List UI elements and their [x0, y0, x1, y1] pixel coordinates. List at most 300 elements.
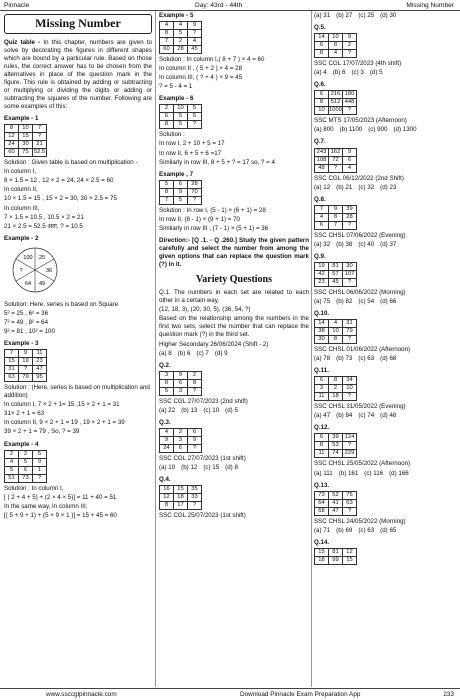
option[interactable]: (d) 5 — [369, 69, 383, 77]
option[interactable]: (c) 32 — [358, 183, 375, 191]
question-number: Q.6. — [314, 81, 326, 89]
table-cell: 12 — [160, 494, 174, 502]
table-cell: 75 — [19, 149, 33, 157]
table-cell: 2 — [174, 38, 188, 46]
table-cell: 28 — [343, 213, 357, 221]
table-cell: 18 — [174, 494, 188, 502]
table-cell: 47 — [329, 507, 343, 515]
option[interactable]: (a) 32 — [314, 240, 331, 248]
options — [159, 350, 309, 358]
option[interactable]: (a) 12 — [314, 183, 331, 191]
option[interactable]: (c) 15 — [203, 463, 220, 471]
puzzle-table — [314, 90, 357, 115]
option[interactable]: (a) 4 — [314, 69, 327, 77]
puzzle-table — [314, 262, 357, 287]
column-3 — [314, 12, 456, 567]
options — [314, 69, 456, 77]
table-cell: 6 — [174, 379, 188, 387]
option[interactable]: (d) 48 — [380, 412, 397, 420]
option[interactable]: (d) 9 — [214, 349, 228, 357]
solution-line: In column III, ( ? + 4 ) × 9 = 45 — [159, 74, 243, 82]
table-cell: 18 — [315, 556, 329, 564]
table-cell: 10 — [315, 107, 329, 115]
table-cell: 8 — [160, 188, 174, 196]
table-cell: 9 — [188, 436, 202, 444]
option[interactable]: (b) 38 — [336, 240, 353, 248]
intro-paragraph: Quiz table - In this chapter, numbers are given to solve by decorating the figures in different shapes which are bound by a particular rule. Based on those rules, the correct answer has to be chosen from the alternatives in place of the question mark in the figure. This rule is obtained by adding or subtracting or multiplying or dividing the digits or adding or subtracting the squares of the number. Following are some examples of this: — [4, 38, 152, 111]
option[interactable]: (b) 12 — [181, 463, 198, 471]
solution-line: Solution: Here, series is based on Square — [4, 300, 119, 308]
example-heading: Example - 4 — [4, 440, 39, 448]
app-promo: Download Pinnacle Exam Preparation App — [240, 691, 361, 698]
table-cell: 34 — [343, 377, 357, 385]
puzzle-table — [159, 428, 202, 453]
table-cell: 8 — [5, 125, 19, 133]
option[interactable]: (a) 75 — [314, 297, 331, 305]
circle-number: 36 — [45, 267, 53, 274]
question-block — [314, 424, 456, 477]
table-cell: 48 — [315, 164, 329, 172]
option[interactable]: (a) 78 — [314, 355, 331, 363]
exam-source: SSC CHSL 07/06/2022 (Evening) — [314, 231, 406, 239]
option[interactable]: (b) 161 — [338, 469, 359, 477]
table-cell: 4 — [329, 320, 343, 328]
example-heading: Example - 6 — [159, 95, 194, 103]
table-cell: 3 — [160, 371, 174, 379]
solution-line: In column I, 7 × 2 + 1= 15 ,15 × 2 + 1 = 31 — [4, 401, 120, 409]
table-cell: 10 — [329, 34, 343, 42]
puzzle-table — [314, 376, 357, 401]
exam-source: SSC CGL 27/07/2023 (2nd shift) — [159, 397, 248, 405]
table-cell: ? — [188, 444, 202, 452]
table-cell: 52 — [329, 491, 343, 499]
circle-number: 100 — [23, 254, 33, 261]
option[interactable]: (a) 8 — [159, 349, 172, 357]
table-cell: 4 — [160, 428, 174, 436]
question-number: Q.11. — [314, 367, 329, 375]
table-cell: 72 — [329, 156, 343, 164]
table-cell: 7 — [5, 350, 19, 358]
question-number: Q.7. — [314, 138, 326, 146]
table-cell: 512 — [329, 99, 343, 107]
table-cell: 30 — [19, 141, 33, 149]
table-cell: 5 — [160, 180, 174, 188]
table-cell: 4 — [188, 38, 202, 46]
table-cell: 23 — [315, 278, 329, 286]
solution-line: 39 × 2 + 1 = 79 , So, ? = 39 — [4, 428, 80, 436]
day-label: Day: 43rd - 44th — [195, 2, 243, 9]
option[interactable]: (a) 31 — [314, 12, 331, 19]
table-cell: 11 — [315, 393, 329, 401]
table-cell: 2 — [19, 450, 33, 458]
table-cell: 5 — [160, 387, 174, 395]
table-cell: ? — [343, 393, 357, 401]
option[interactable]: (b) 73 — [336, 355, 353, 363]
table-cell: 14 — [315, 34, 329, 42]
table-cell: 7 — [315, 205, 329, 213]
table-cell: 7 — [160, 38, 174, 46]
exam-source: SSC MTS 17/05/2023 (Afternoon) — [314, 117, 407, 125]
table-cell: 28 — [174, 46, 188, 54]
option[interactable]: (a) 111 — [314, 469, 333, 477]
table-cell: ? — [188, 387, 202, 395]
option[interactable]: (b) 69 — [336, 526, 353, 534]
option[interactable]: (c) 25 — [358, 12, 375, 19]
option[interactable]: (c) 40 — [358, 240, 375, 248]
options — [314, 412, 456, 420]
solution-line: In column II, 9 × 2 + 1 = 19 , 19 × 2 + 1 = 39 — [4, 419, 125, 427]
table-cell: 2 — [174, 428, 188, 436]
column-divider — [155, 11, 156, 687]
table-cell: 8 — [160, 121, 174, 129]
option[interactable]: (a) 800 — [314, 126, 334, 134]
table-cell: 4 — [174, 22, 188, 30]
option[interactable]: (c) 900 — [368, 126, 388, 134]
table-cell: 8 — [315, 442, 329, 450]
question-number: Q.14. — [314, 538, 330, 546]
table-cell: 52.5 — [33, 149, 46, 156]
option[interactable]: (b) 6 — [177, 349, 191, 357]
option[interactable]: (d) 8 — [225, 463, 238, 471]
option[interactable]: (b) 82 — [336, 297, 353, 305]
solution-line: Similarly in row III , (7 - 1) × (5 + 1) = 36 — [159, 224, 269, 232]
table-cell: 57 — [329, 270, 343, 278]
table-cell: 216 — [329, 91, 343, 99]
option[interactable]: (c) 54 — [358, 297, 375, 305]
table-cell: 53 — [329, 442, 343, 450]
table-cell: 6 — [188, 113, 202, 121]
option[interactable]: (d) 65 — [380, 526, 397, 534]
page-number: 233 — [443, 691, 454, 698]
column-2 — [159, 12, 309, 521]
solution-line: [( 5 + 9 + 1) + (5 × 9 × 1 )] = 15 + 45 = 60 — [4, 511, 117, 519]
table-cell: 9 — [160, 436, 174, 444]
table-cell: 5 — [174, 121, 188, 129]
table-cell: 6 — [174, 444, 188, 452]
option[interactable]: (b) 6 — [332, 69, 346, 77]
example-heading: Example , 7 — [159, 170, 194, 178]
table-cell: 8 — [160, 502, 174, 510]
option[interactable]: (d) 37 — [380, 240, 397, 248]
table-cell: 75 — [343, 491, 357, 499]
option[interactable]: (d) 5 — [225, 406, 238, 414]
table-cell: 79 — [19, 374, 33, 382]
table-cell: ? — [33, 474, 47, 482]
table-cell: 17 — [174, 502, 188, 510]
option[interactable]: (c) 74 — [358, 412, 375, 420]
solution-line: Solution : In column I, — [4, 484, 64, 492]
option[interactable]: (d) 23 — [380, 183, 397, 191]
option[interactable]: (b) 84 — [336, 412, 353, 420]
solution-line: 31× 2 + 1 = 63 — [4, 410, 45, 418]
table-cell: 8 — [329, 42, 343, 50]
table-cell: 6 — [315, 91, 329, 99]
circle-number: 49 — [38, 280, 46, 287]
table-cell: 162 — [329, 148, 343, 156]
table-cell: 10 — [174, 105, 188, 113]
table-cell: 35 — [188, 486, 202, 494]
table-cell: 31 — [5, 366, 19, 374]
solution-line: 7 × 1.5 = 10.5 , 10.5 × 2 = 21 — [4, 213, 84, 221]
options — [314, 355, 456, 363]
table-cell: 448 — [343, 99, 357, 107]
table-cell: 81 — [329, 548, 343, 556]
table-cell: 70 — [188, 188, 202, 196]
solution-line: Solution : In column I,( 8 + 7 ) × 4 = 60 — [159, 56, 265, 64]
circle-number: 25 — [38, 254, 46, 261]
table-cell: 5 — [174, 30, 188, 38]
table-cell: 6 — [315, 221, 329, 229]
table-cell: 10 — [329, 328, 343, 336]
solution — [4, 301, 152, 336]
solution-line: In column II, — [4, 186, 38, 194]
puzzle-table — [314, 205, 357, 230]
table-cell: 6 — [315, 42, 329, 50]
table-cell: 229 — [343, 450, 357, 458]
table-cell: 30 — [315, 336, 329, 344]
solution-line: In row II, 6 + 5 + 6 =17 — [159, 149, 222, 157]
example-heading: Example - 2 — [4, 234, 39, 242]
solution-line: In column III, — [4, 204, 40, 212]
table-cell: 9 — [329, 205, 343, 213]
table-cell: 9 — [343, 34, 357, 42]
puzzle-table — [314, 548, 357, 565]
table-cell: ? — [188, 30, 202, 38]
section-title: Variety Questions — [195, 274, 273, 286]
option[interactable]: (c) 116 — [364, 469, 384, 477]
table-cell: 24 — [5, 141, 19, 149]
table-cell: 8 — [329, 213, 343, 221]
table-cell: 5 — [19, 458, 33, 466]
puzzle-table — [4, 450, 47, 483]
table-cell: 64 — [315, 499, 329, 507]
options — [314, 527, 456, 535]
table-cell: ? — [343, 107, 357, 115]
table-cell: 15 — [343, 556, 357, 564]
table-cell: 21 — [33, 141, 47, 149]
exam-source: SSC CGL 27/07/2023 (1st shift) — [159, 454, 246, 462]
table-cell: ? — [188, 196, 202, 204]
solution-line: 5² = 25 , 6² = 36 — [4, 309, 49, 317]
table-cell: 1000 — [329, 107, 342, 114]
table-cell: 8 — [160, 30, 174, 38]
puzzle-table — [159, 21, 202, 54]
table-cell: 47 — [33, 366, 47, 374]
circle-number: 64 — [24, 280, 32, 287]
table-cell: 23 — [33, 358, 47, 366]
table-cell: 81 — [329, 262, 343, 270]
table-cell: 9 — [343, 148, 357, 156]
table-cell: 5 — [188, 105, 202, 113]
table-cell: 4 — [343, 164, 357, 172]
page-footer — [0, 688, 460, 700]
option[interactable]: (b) 21 — [336, 183, 353, 191]
option[interactable]: (c) 63 — [358, 355, 375, 363]
table-cell: 10 — [19, 125, 33, 133]
option[interactable]: (d) 1300 — [393, 126, 417, 134]
direction-text: Direction:- [Q .1. - Q .260.] Study the given pattern carefully and select the number from among the given options that can replace the question mark (?) in it. — [159, 236, 309, 269]
chapter-title: Missing Number — [4, 14, 152, 34]
table-cell: 7 — [160, 196, 174, 204]
solution-line: 8 × 1.5 = 12 , 12 × 2 = 24, 24 × 2.5 = 60 — [4, 177, 114, 185]
table-cell: 9 — [174, 188, 188, 196]
table-cell: 124 — [343, 434, 357, 442]
option[interactable]: (c) 3 — [351, 69, 364, 77]
table-cell: 39 — [329, 434, 343, 442]
question-number: Q.4. — [159, 476, 171, 483]
table-cell: ? — [343, 336, 357, 344]
table-cell: ? — [343, 507, 357, 515]
question-block — [314, 196, 456, 249]
option[interactable]: (a) 22 — [159, 406, 176, 414]
option[interactable]: (d) 30 — [380, 12, 397, 19]
table-cell: 31 — [343, 320, 357, 328]
option[interactable]: (b) 13 — [181, 406, 198, 414]
solution-line: Solution : (Here, series is based on multiplication and addition) — [4, 384, 150, 400]
table-cell: 15 — [5, 358, 19, 366]
table-cell: 9 — [19, 350, 33, 358]
question-block — [314, 367, 456, 420]
exam-source: SSC CHSL 01/06/2022 (Afternoon) — [314, 346, 411, 354]
puzzle-table — [314, 148, 357, 173]
puzzle-table — [159, 485, 202, 510]
question-block — [314, 539, 456, 565]
table-cell: 95 — [33, 374, 47, 382]
solution-line: 21 × 2.5 = 52.5 अतः, ? = 10.5 — [4, 222, 83, 230]
options — [314, 12, 456, 20]
question-number: Q.2. — [159, 361, 171, 369]
table-cell: 68 — [315, 507, 329, 515]
option[interactable]: (a) 10 — [159, 463, 176, 471]
exam-source: SSC CHSL 24/05/2022 (Morning) — [314, 517, 406, 525]
table-cell: 9 — [188, 22, 202, 30]
table-cell: 2 — [329, 385, 343, 393]
table-cell: 6 — [315, 377, 329, 385]
table-cell: 24 — [160, 444, 174, 452]
table-cell: 19 — [315, 262, 329, 270]
table-cell: 8 — [315, 99, 329, 107]
puzzle-table — [314, 319, 357, 344]
table-cell: 33 — [188, 494, 202, 502]
solution-line: In column II , ( 5 + 2 ) × 4 = 28 — [159, 65, 243, 73]
table-cell: 5 — [33, 450, 47, 458]
solution-line: Solution : In row I, (5 - 1) × (6 + 1) = 28 — [159, 206, 266, 214]
table-cell: 108 — [315, 156, 329, 164]
solution-line: ? = 5 - 4 = 1 — [159, 83, 193, 91]
solution — [4, 384, 152, 436]
table-cell: 11 — [315, 450, 329, 458]
exam-source: SSC CGL 17/07/2023 (4th shift) — [314, 60, 402, 68]
table-cell: 73 — [315, 491, 329, 499]
solution — [4, 159, 152, 231]
option[interactable]: (c) 7 — [196, 349, 209, 357]
table-cell: 16 — [160, 486, 174, 494]
table-cell: 107 — [343, 270, 357, 278]
page-header — [0, 0, 460, 11]
table-cell: 19 — [19, 358, 33, 366]
table-cell: 99 — [329, 556, 343, 564]
column-divider — [311, 11, 312, 687]
table-cell: 12 — [5, 133, 19, 141]
table-cell: 7 — [33, 125, 47, 133]
circle-figure — [10, 245, 60, 295]
table-cell: 12 — [343, 548, 357, 556]
option[interactable]: (a) 71 — [314, 526, 331, 534]
options — [314, 126, 456, 134]
table-cell: 6 — [160, 113, 174, 121]
table-cell: 39 — [343, 205, 357, 213]
puzzle-table — [314, 491, 357, 516]
table-cell: 15 — [315, 548, 329, 556]
table-cell: ? — [343, 442, 357, 450]
solution-line: Solution : — [159, 131, 185, 139]
brand-name: Pinnacle — [4, 2, 30, 9]
solution-line: 7² = 49 , 8² = 64 — [4, 318, 49, 326]
table-cell: 4 — [5, 458, 19, 466]
question-number: Q.12. — [314, 424, 330, 432]
solution-line: In column I, — [4, 168, 36, 176]
table-cell: 6 — [19, 466, 33, 474]
table-cell: 74 — [329, 450, 343, 458]
table-cell: 2 — [160, 105, 174, 113]
options — [314, 241, 456, 249]
option[interactable]: (d) 66 — [380, 297, 397, 305]
table-cell: ? — [343, 50, 357, 58]
question-block — [314, 81, 456, 134]
table-cell: 9 — [174, 371, 188, 379]
question-number: Q.13. — [314, 481, 330, 489]
exam-source: SSC CGL 06/12/2022 (2nd Shift) — [314, 174, 404, 182]
solution — [4, 485, 152, 520]
solution — [159, 56, 309, 91]
solution-line: 10 × 1.5 = 15 , 15 × 2 = 30, 30 × 2.5 = 75 — [4, 195, 117, 203]
solution-line: Solution : Given table is based on multiplication - — [4, 159, 138, 167]
question-number: Q.5. — [314, 24, 326, 32]
option[interactable]: (c) 10 — [203, 406, 220, 414]
option[interactable]: (c) 63 — [358, 526, 375, 534]
table-cell: 3 — [174, 387, 188, 395]
option[interactable]: (d) 68 — [380, 355, 397, 363]
option[interactable]: (a) 47 — [314, 412, 331, 420]
question-block — [314, 482, 456, 535]
table-cell: 63 — [5, 374, 19, 382]
exam-source: SSC CHSL 31/05/2022 (Evening) — [314, 403, 406, 411]
table-cell: 42 — [315, 270, 329, 278]
table-cell: 6 — [188, 428, 202, 436]
table-cell: 30 — [343, 262, 357, 270]
question-block — [314, 253, 456, 306]
table-cell: 2 — [343, 42, 357, 50]
table-cell: 45 — [329, 278, 343, 286]
table-cell: 5 — [174, 196, 188, 204]
solution-line: 9² = 81 , 10² = 100 — [4, 328, 55, 336]
solution — [159, 207, 309, 233]
table-cell: ? — [33, 133, 47, 141]
puzzle-table — [4, 124, 47, 157]
question-body: Based on the relationship among the numbers in the first two sets, select the number that can replace the question mark (?) in the third set. — [159, 315, 309, 339]
table-cell: 79 — [343, 328, 357, 336]
table-cell: 60 — [160, 46, 174, 54]
table-cell: 73 — [19, 474, 33, 482]
table-cell: 15 — [174, 486, 188, 494]
option[interactable]: (d) 166 — [389, 469, 409, 477]
exam-source: SSC CGL 25/07/2023 (1st shift) — [159, 512, 246, 520]
website-url[interactable]: www.ssccglpinnacle.com — [46, 691, 117, 698]
table-cell: 4 — [329, 50, 343, 58]
puzzle-table — [4, 349, 47, 382]
option[interactable]: (b) 27 — [336, 12, 353, 19]
option[interactable]: (b) 1100 — [339, 126, 363, 134]
